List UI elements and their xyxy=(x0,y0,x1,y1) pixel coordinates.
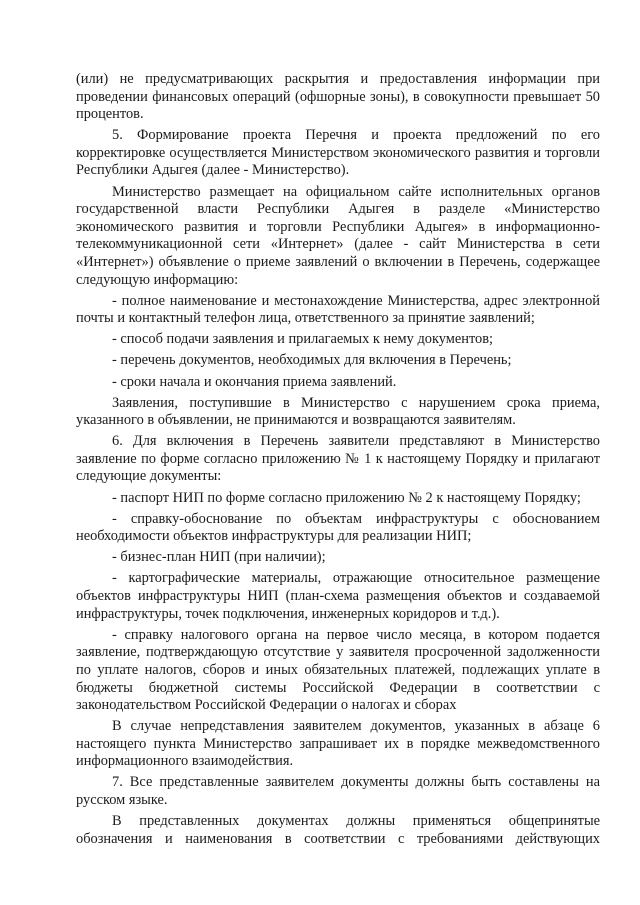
list-item-submission-method: - способ подачи заявления и прилагаемых к нему документов; xyxy=(112,331,494,348)
list-item-business-plan: - бизнес-план НИП (при наличии); xyxy=(112,549,326,566)
paragraph-interagency-request: В случае непредставления заявителем документов, указанных в абзаце 6 настоящего пункта Министерство запрашивает их в порядке межведомственного информационного взаимодействия. xyxy=(76,718,600,770)
paragraph-offshore-continuation: (или) не предусматривающих раскрытия и предоставления информации при проведении финансовых операций (офшорные зоны), в совокупности превышает 50 процентов. xyxy=(76,71,600,123)
paragraph-item-6: 6. Для включения в Перечень заявители представляют в Министерство заявление по форме согласно приложению № 1 к настоящему Порядку и прилагают следующие документы: xyxy=(76,433,600,485)
paragraph-late-applications: Заявления, поступившие в Министерство с нарушением срока приема, указанного в объявлении, не принимаются и возвращаются заявителям. xyxy=(76,394,600,429)
paragraph-item-7: 7. Все представленные заявителем документы должны быть составлены на русском языке. xyxy=(76,774,600,809)
paragraph-designations: В представленных документах должны применяться общепринятые обозначения и наименования в соответствии с требованиями действующих xyxy=(76,813,600,847)
list-item-tax-certificate: - справку налогового органа на первое число месяца, в котором подается заявление, подтверждающую отсутствие у заявителя просроченной задолженности по уплате налогов, сборов и иных обязательных платежей, подлежащих уплате в бюджеты бюджетной системы Российской Федерации в соответствии с законодательством Российской Федерации о налогах и сборах xyxy=(76,626,600,714)
list-item-justification: - справку-обоснование по объектам инфраструктуры с обоснованием необходимости объектов инфраструктуры для реализации НИП; xyxy=(76,510,600,545)
paragraph-announcement: Министерство размещает на официальном сайте исполнительных органов государственной власти Республики Адыгея в разделе «Министерство экономического развития и торговли Республики Адыгея» в информационно-телекоммуникационной сети «Интернет» (далее - сайт Министерства в сети «Интернет») объявление о приеме заявлений о включении в Перечень, содержащее следующую информацию: xyxy=(76,183,600,288)
list-item-documents-list: - перечень документов, необходимых для включения в Перечень; xyxy=(112,352,512,369)
list-item-cartographic: - картографические материалы, отражающие относительное размещение объектов инфраструктуры НИП (план-схема размещения объектов и создаваемой инфраструктуры, точек подключения, инженерных коридоров и т.д.). xyxy=(76,570,600,622)
list-item-passport: - паспорт НИП по форме согласно приложению № 2 к настоящему Порядку; xyxy=(112,489,581,506)
list-item-ministry-contacts: - полное наименование и местонахождение Министерства, адрес электронной почты и контактный телефон лица, ответственного за принятие заявлений; xyxy=(76,292,600,327)
paragraph-item-5: 5. Формирование проекта Перечня и проекта предложений по его корректировке осуществляется Министерством экономического развития и торговли Республики Адыгея (далее - Министерство). xyxy=(76,127,600,179)
list-item-deadlines: - сроки начала и окончания приема заявлений. xyxy=(112,373,397,390)
